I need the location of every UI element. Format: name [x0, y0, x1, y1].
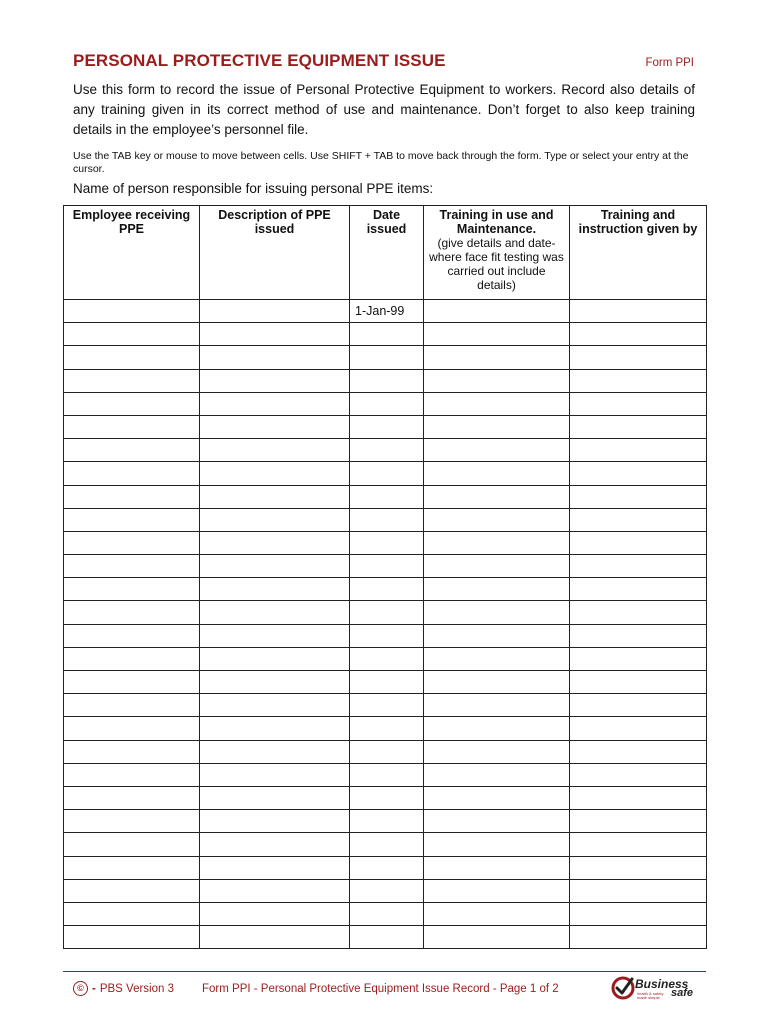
cell-date[interactable] [350, 926, 424, 949]
table-row [64, 624, 707, 647]
cell-description[interactable] [200, 392, 350, 415]
cell-employee[interactable] [64, 555, 200, 578]
cell-instructor[interactable] [570, 671, 707, 694]
cell-instructor[interactable] [570, 300, 707, 323]
table-row [64, 508, 707, 531]
cell-description[interactable] [200, 462, 350, 485]
cell-description[interactable] [200, 485, 350, 508]
cell-date[interactable] [350, 879, 424, 902]
table-row [64, 879, 707, 902]
cell-employee[interactable] [64, 601, 200, 624]
cell-description[interactable] [200, 346, 350, 369]
cell-employee[interactable] [64, 624, 200, 647]
cell-description[interactable] [200, 647, 350, 670]
cell-description[interactable] [200, 810, 350, 833]
cell-employee[interactable] [64, 578, 200, 601]
table-row [64, 902, 707, 925]
cell-training[interactable] [424, 369, 570, 392]
cell-employee[interactable] [64, 508, 200, 531]
cell-training[interactable] [424, 531, 570, 554]
table-row [64, 346, 707, 369]
cell-employee[interactable] [64, 833, 200, 856]
table-row [64, 392, 707, 415]
cell-description[interactable] [200, 833, 350, 856]
cell-training[interactable] [424, 323, 570, 346]
column-header-label: Training in use and Maintenance. [439, 208, 554, 236]
cell-training[interactable] [424, 485, 570, 508]
cell-training[interactable] [424, 578, 570, 601]
cell-date[interactable] [350, 647, 424, 670]
cell-date[interactable] [350, 786, 424, 809]
table-row [64, 647, 707, 670]
cell-description[interactable] [200, 415, 350, 438]
cell-description[interactable] [200, 555, 350, 578]
column-header-sublabel: (give details and date- where face fit testing was carried out include details) [429, 236, 564, 292]
cell-date[interactable] [350, 462, 424, 485]
cell-date[interactable] [350, 694, 424, 717]
cell-training[interactable] [424, 786, 570, 809]
cell-instructor[interactable] [570, 439, 707, 462]
copyright-icon: © [73, 981, 88, 996]
table-row [64, 369, 707, 392]
table-body [64, 300, 707, 949]
cell-instructor[interactable] [570, 833, 707, 856]
cell-description[interactable] [200, 369, 350, 392]
cell-training[interactable] [424, 508, 570, 531]
cell-date[interactable] [350, 810, 424, 833]
table-row [64, 601, 707, 624]
table-header-row [64, 206, 707, 300]
cell-training[interactable] [424, 879, 570, 902]
page-title: PERSONAL PROTECTIVE EQUIPMENT ISSUE [73, 51, 446, 70]
cell-employee[interactable] [64, 346, 200, 369]
cell-instructor[interactable] [570, 369, 707, 392]
cell-date[interactable] [350, 555, 424, 578]
cell-employee[interactable] [64, 763, 200, 786]
column-header-label: Description of PPE issued [218, 208, 331, 236]
column-header-employee [64, 206, 200, 300]
instruction-note: Use the TAB key or mouse to move between cells. Use SHIFT + TAB to move back through the form. Type or select your entry at the cursor. [73, 150, 689, 175]
cell-employee[interactable] [64, 740, 200, 763]
cell-training[interactable] [424, 810, 570, 833]
cell-date[interactable] [350, 601, 424, 624]
cell-description[interactable] [200, 926, 350, 949]
table-row [64, 555, 707, 578]
cell-instructor[interactable] [570, 902, 707, 925]
cell-employee[interactable] [64, 926, 200, 949]
table-row [64, 810, 707, 833]
cell-instructor[interactable] [570, 717, 707, 740]
cell-training[interactable] [424, 856, 570, 879]
cell-description[interactable] [200, 624, 350, 647]
logo-word-safe: safe [671, 987, 694, 999]
cell-instructor[interactable] [570, 508, 707, 531]
ppe-issue-table [63, 205, 707, 949]
cell-employee[interactable] [64, 531, 200, 554]
cell-date[interactable] [350, 763, 424, 786]
table-row [64, 671, 707, 694]
cell-date[interactable] [350, 856, 424, 879]
footer-version: PBS Version 3 [99, 982, 174, 995]
table-row [64, 300, 707, 323]
cell-description[interactable] [200, 740, 350, 763]
cell-training[interactable] [424, 926, 570, 949]
cell-instructor[interactable] [570, 415, 707, 438]
cell-training[interactable] [424, 555, 570, 578]
cell-training[interactable] [424, 763, 570, 786]
cell-date[interactable] [350, 508, 424, 531]
cell-employee[interactable] [64, 485, 200, 508]
cell-instructor[interactable] [570, 578, 707, 601]
cell-date[interactable] [350, 717, 424, 740]
column-header-description [200, 206, 350, 300]
column-header-label: Date issued [366, 208, 407, 236]
cell-training[interactable] [424, 346, 570, 369]
table-row [64, 763, 707, 786]
cell-employee[interactable] [64, 392, 200, 415]
cell-date[interactable] [350, 323, 424, 346]
cell-instructor[interactable] [570, 555, 707, 578]
cell-employee[interactable] [64, 717, 200, 740]
table-row [64, 694, 707, 717]
cell-training[interactable] [424, 740, 570, 763]
cell-employee[interactable] [64, 300, 200, 323]
cell-instructor[interactable] [570, 462, 707, 485]
table-row [64, 833, 707, 856]
cell-employee[interactable] [64, 810, 200, 833]
cell-description[interactable] [200, 300, 350, 323]
cell-description[interactable] [200, 531, 350, 554]
table-row [64, 578, 707, 601]
cell-instructor[interactable] [570, 856, 707, 879]
cell-instructor[interactable] [570, 485, 707, 508]
cell-description[interactable] [200, 902, 350, 925]
cell-description[interactable] [200, 439, 350, 462]
cell-instructor[interactable] [570, 392, 707, 415]
cell-training[interactable] [424, 462, 570, 485]
cell-employee[interactable] [64, 439, 200, 462]
logo-tagline: health & safety made simple [637, 991, 664, 1000]
cell-employee[interactable] [64, 462, 200, 485]
cell-instructor[interactable] [570, 763, 707, 786]
table-row [64, 462, 707, 485]
cell-training[interactable] [424, 647, 570, 670]
cell-employee[interactable] [64, 323, 200, 346]
cell-date[interactable] [350, 531, 424, 554]
cell-training[interactable] [424, 439, 570, 462]
cell-date[interactable] [350, 346, 424, 369]
cell-description[interactable] [200, 323, 350, 346]
cell-employee[interactable] [64, 856, 200, 879]
cell-training[interactable] [424, 415, 570, 438]
footer-doc-title: Form PPI - Personal Protective Equipment Issue Record - Page 1 of 2 [202, 982, 559, 995]
cell-instructor[interactable] [570, 323, 707, 346]
table-row [64, 717, 707, 740]
footer-dash: - [92, 982, 96, 995]
cell-description[interactable] [200, 601, 350, 624]
form-code: Form PPI [645, 57, 694, 69]
cell-date[interactable] [350, 415, 424, 438]
cell-employee[interactable] [64, 786, 200, 809]
cell-training[interactable] [424, 717, 570, 740]
cell-instructor[interactable] [570, 624, 707, 647]
cell-training[interactable] [424, 902, 570, 925]
table-row [64, 415, 707, 438]
table-row [64, 740, 707, 763]
cell-instructor[interactable] [570, 740, 707, 763]
cell-description[interactable] [200, 694, 350, 717]
cell-instructor[interactable] [570, 879, 707, 902]
cell-date[interactable] [350, 369, 424, 392]
cell-training[interactable] [424, 624, 570, 647]
cell-training[interactable] [424, 300, 570, 323]
cell-description[interactable] [200, 508, 350, 531]
footer [73, 981, 559, 996]
cell-employee[interactable] [64, 671, 200, 694]
cell-description[interactable] [200, 856, 350, 879]
cell-description[interactable] [200, 717, 350, 740]
cell-description[interactable] [200, 671, 350, 694]
cell-employee[interactable] [64, 369, 200, 392]
table-row [64, 856, 707, 879]
column-header-training [424, 206, 570, 300]
responsible-person-label[interactable]: Name of person responsible for issuing personal PPE items: [73, 181, 434, 196]
cell-employee[interactable] [64, 902, 200, 925]
cell-date[interactable] [350, 439, 424, 462]
cell-training[interactable] [424, 671, 570, 694]
table-row [64, 531, 707, 554]
cell-description[interactable] [200, 879, 350, 902]
cell-training[interactable] [424, 601, 570, 624]
cell-employee[interactable] [64, 415, 200, 438]
cell-date[interactable] [350, 392, 424, 415]
cell-employee[interactable] [64, 879, 200, 902]
cell-instructor[interactable] [570, 810, 707, 833]
table-row [64, 485, 707, 508]
cell-date[interactable] [350, 902, 424, 925]
cell-instructor[interactable] [570, 346, 707, 369]
table-row [64, 926, 707, 949]
cell-description[interactable] [200, 578, 350, 601]
cell-date[interactable] [350, 578, 424, 601]
cell-description[interactable] [200, 763, 350, 786]
column-header-date [350, 206, 424, 300]
cell-instructor[interactable] [570, 694, 707, 717]
cell-description[interactable] [200, 786, 350, 809]
cell-employee[interactable] [64, 694, 200, 717]
intro-paragraph: Use this form to record the issue of Personal Protective Equipment to workers. Record also details of any training given in its correct method of use and maintenance. Don’t forget to also keep training details in the employee’s personnel file. [73, 82, 695, 137]
cell-instructor[interactable] [570, 531, 707, 554]
checkmark-icon [611, 976, 635, 1000]
column-header-label: Training and instruction given by [578, 208, 698, 236]
cell-instructor[interactable] [570, 647, 707, 670]
cell-date[interactable] [350, 740, 424, 763]
cell-training[interactable] [424, 833, 570, 856]
column-header-instructor [570, 206, 707, 300]
table-row [64, 786, 707, 809]
cell-date[interactable] [350, 833, 424, 856]
cell-instructor[interactable] [570, 926, 707, 949]
cell-date[interactable] [350, 624, 424, 647]
cell-date[interactable] [350, 485, 424, 508]
footer-divider [63, 971, 706, 972]
cell-instructor[interactable] [570, 786, 707, 809]
cell-employee[interactable] [64, 647, 200, 670]
table-row [64, 323, 707, 346]
cell-date[interactable]: 1-Jan-99 [350, 300, 424, 323]
column-header-label: Employee receiving PPE [72, 208, 191, 236]
cell-date[interactable] [350, 671, 424, 694]
cell-training[interactable] [424, 694, 570, 717]
cell-training[interactable] [424, 392, 570, 415]
table-row [64, 439, 707, 462]
logo-word-business: Business [635, 977, 689, 991]
cell-instructor[interactable] [570, 601, 707, 624]
business-safe-logo [611, 976, 706, 1002]
